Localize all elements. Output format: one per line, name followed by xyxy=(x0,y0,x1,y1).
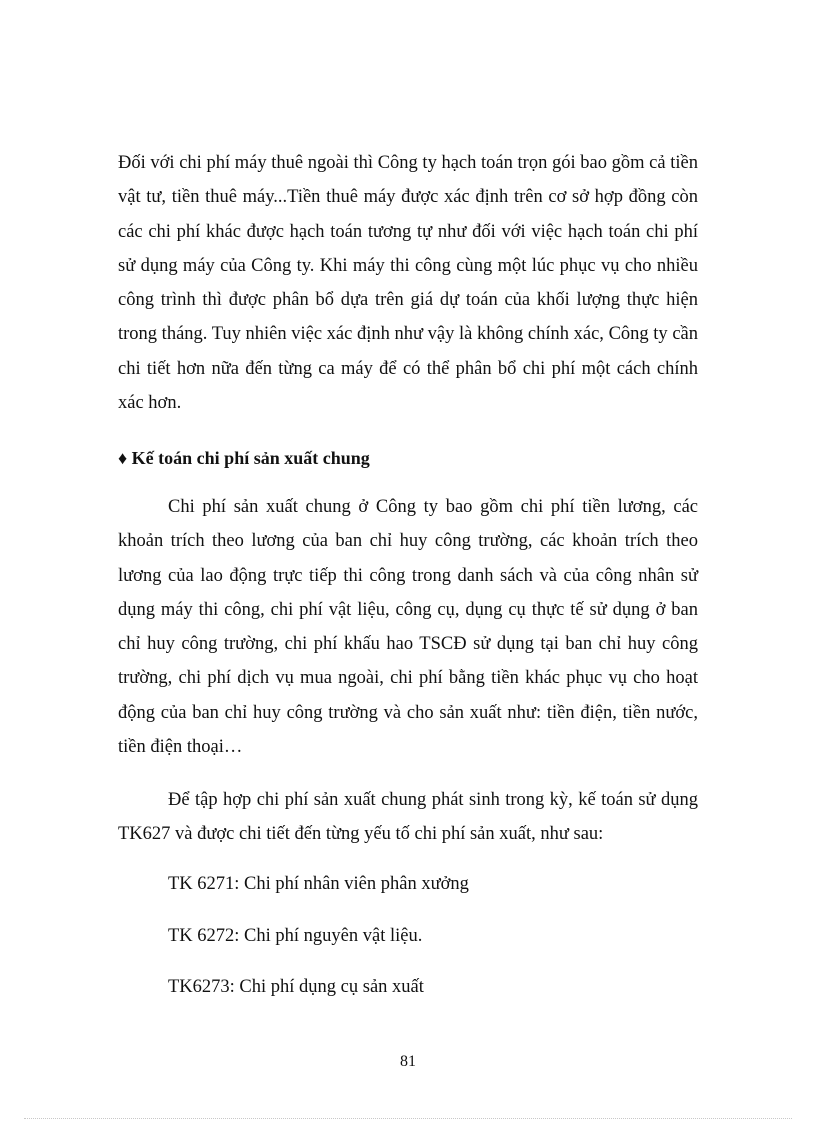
page-number: 81 xyxy=(400,1053,416,1070)
page-bottom-border xyxy=(24,1118,792,1119)
account-item-6272: TK 6272: Chi phí nguyên vật liệu. xyxy=(168,926,423,946)
paragraph-general-production-cost: Chi phí sản xuất chung ở Công ty bao gồm chi phí tiền lương, các khoản trích theo lương của ban chỉ huy công trường, các khoản trích theo lương của lao động trực tiếp thi công trong danh sách và của công nhân sử dụng máy thi công, chi phí vật liệu, công cụ, dụng cụ thực tế sử dụng ở ban chỉ huy công trường, chi phí khấu hao TSCĐ sử dụng tại ban chỉ huy công trường, chi phí dịch vụ mua ngoài, chi phí bằng tiền khác phục vụ cho hoạt động của ban chỉ huy công trường và cho sản xuất như: tiền điện, tiền nước, tiền điện thoại… xyxy=(118,497,698,758)
account-item-6273: TK6273: Chi phí dụng cụ sản xuất xyxy=(168,977,424,997)
section-heading: ♦ Kế toán chi phí sản xuất chung xyxy=(118,448,370,468)
account-item-6271: TK 6271: Chi phí nhân viên phân xưởng xyxy=(168,874,469,894)
paragraph-account-tk627: Để tập hợp chi phí sản xuất chung phát sinh trong kỳ, kế toán sử dụng TK627 và được chi tiết đến từng yếu tố chi phí sản xuất, như sau: xyxy=(118,790,698,845)
paragraph-machine-rental: Đối với chi phí máy thuê ngoài thì Công ty hạch toán trọn gói bao gồm cả tiền vật tư, tiền thuê máy...Tiền thuê máy được xác định trên cơ sở hợp đồng còn các chi phí khác được hạch toán tương tự như đối với việc hạch toán chi phí sử dụng máy của Công ty. Khi máy thi công cùng một lúc phục vụ cho nhiều công trình thì được phân bổ dựa trên giá dự toán của khối lượng thực hiện trong tháng. Tuy nhiên việc xác định như vậy là không chính xác, Công ty cần chi tiết hơn nữa đến từng ca máy để có thể phân bổ chi phí một cách chính xác hơn. xyxy=(118,153,698,414)
